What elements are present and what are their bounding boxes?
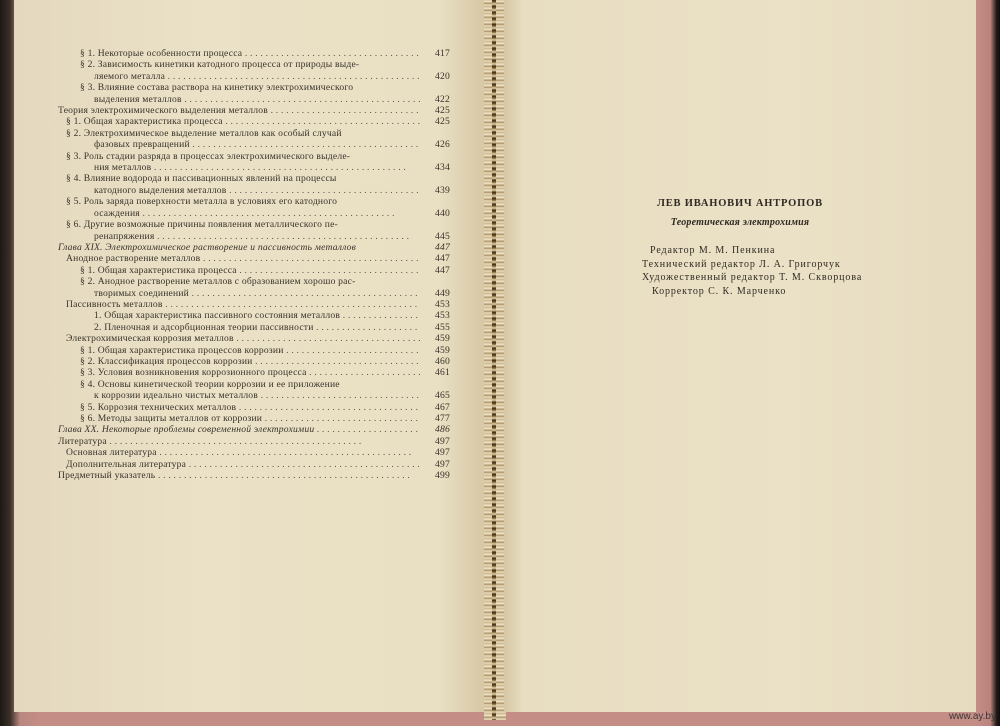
toc-entry-title: § 2. Зависимость кинетики катодного процесса от природы выде- [80, 59, 360, 71]
toc-entry-title: § 3. Условия возникновения коррозионного процесса . . . [58, 367, 420, 378]
toc-entry-page: 422 [435, 93, 450, 105]
toc-entry [58, 345, 450, 356]
toc-entry [58, 459, 450, 470]
credit-art-editor: Художественный редактор Т. М. Скворцова [642, 272, 863, 283]
toc-entry-title: Анодное растворение металлов . . . [58, 253, 420, 264]
toc-entry-title: § 2. Электрохимическое выделение металлов как особый случай [66, 127, 342, 139]
toc-entry [58, 242, 450, 253]
toc-entry-title: Литература . . . [58, 436, 420, 447]
toc-entry-title: § 6. Методы защиты металлов от коррозии . . . [58, 413, 420, 424]
toc-entry [58, 379, 450, 390]
toc-entry-title: ляемого металла . . . [58, 71, 420, 82]
toc-entry [58, 162, 450, 173]
toc-entry-title: Предметный указатель . . . [58, 470, 420, 481]
toc-entry [58, 94, 450, 105]
toc-entry [58, 413, 450, 424]
toc-entry-title: Электрохимическая коррозия металлов . . . [58, 333, 420, 344]
credit-editor: Редактор М. М. Пенкина [650, 245, 776, 256]
toc-entry [58, 139, 450, 150]
toc-entry-title: § 5. Коррозия технических металлов . . . [58, 402, 420, 413]
right-page [504, 0, 976, 712]
author-name: ЛЕВ ИВАНОВИЧ АНТРОПОВ [657, 198, 823, 209]
toc-entry-page: 455 [435, 321, 450, 333]
toc-entry-page: 497 [435, 447, 450, 459]
book-title: Теоретическая электрохимия [670, 217, 810, 228]
toc-entry-title: § 1. Общая характеристика процессов коррозии . . . [58, 345, 420, 356]
toc-entry-title: § 2. Анодное растворение металлов с образованием хорошо рас- [80, 276, 356, 288]
toc-entry-title: § 4. Основы кинетической теории коррозии и ее приложение [80, 378, 340, 390]
toc-entry-title: Дополнительная литература . . . [58, 459, 420, 470]
toc-entry [58, 48, 450, 59]
toc-entry [58, 116, 450, 127]
toc-entry-page: 453 [435, 310, 450, 322]
toc-entry-title: § 3. Влияние состава раствора на кинетику электрохимического [80, 82, 354, 94]
toc-entry [58, 310, 450, 321]
toc-entry [58, 322, 450, 333]
toc-entry [58, 71, 450, 82]
toc-entry-title: осаждения . . . [58, 208, 420, 219]
toc-entry-page: 449 [435, 287, 450, 299]
toc-entry [58, 424, 450, 435]
toc-entry-page: 447 [435, 241, 450, 253]
toc-entry-title: 2. Пленочная и адсорбционная теории пассивности . . . [58, 322, 420, 333]
toc-entry-page: 445 [435, 230, 450, 242]
toc-entry [58, 390, 450, 401]
table-of-contents [58, 48, 450, 481]
toc-entry-page: 497 [435, 458, 450, 470]
toc-entry [58, 265, 450, 276]
toc-entry-page: 426 [435, 139, 450, 151]
toc-entry-title: § 2. Классификация процессов коррозии . . . [58, 356, 420, 367]
toc-entry [58, 219, 450, 230]
toc-entry-title: 1. Общая характеристика пассивного состояния металлов . . . [58, 310, 420, 321]
toc-entry-page: 461 [435, 367, 450, 379]
toc-entry-page: 499 [435, 470, 450, 482]
credit-tech-editor: Технический редактор Л. А. Григорчук [642, 258, 841, 270]
toc-entry-title: ренапряжения . . . [58, 231, 420, 242]
toc-entry [58, 402, 450, 413]
toc-entry-page: 447 [435, 253, 450, 265]
toc-entry [58, 151, 450, 162]
toc-entry-title: § 1. Общая характеристика процесса . . . [58, 265, 420, 276]
toc-entry-page: 467 [435, 401, 450, 413]
toc-entry-title: творимых соединений . . . [58, 288, 420, 299]
toc-entry [58, 196, 450, 207]
toc-entry-page: 477 [435, 413, 450, 424]
toc-entry-page: 420 [435, 70, 450, 82]
toc-entry-page: 425 [435, 105, 450, 117]
credit-proofreader: Корректор С. К. Марченко [652, 285, 787, 297]
toc-entry-title: § 1. Общая характеристика процесса . . . [58, 116, 420, 127]
toc-entry-page: 460 [435, 355, 450, 367]
toc-entry [58, 470, 450, 481]
spine-stitching [492, 0, 496, 720]
toc-entry-title: § 4. Влияние водорода и пассивационных явлений на процессы [66, 173, 337, 185]
toc-entry-title: Глава XIX. Электрохимическое растворение и пассивность металлов [58, 241, 356, 253]
toc-entry [58, 356, 450, 367]
toc-entry-page: 486 [435, 424, 450, 436]
toc-entry-page: 453 [435, 298, 450, 310]
toc-entry-title: катодного выделения металлов . . . [58, 185, 420, 196]
toc-entry-page: 440 [435, 207, 450, 219]
toc-entry-title: Основная литература . . . [58, 447, 420, 458]
toc-entry-page: 417 [435, 48, 450, 59]
toc-entry [58, 333, 450, 344]
toc-entry [58, 231, 450, 242]
toc-entry-title: § 5. Роль заряда поверхности металла в условиях его катодного [66, 196, 338, 208]
toc-entry [58, 128, 450, 139]
toc-entry-page: 497 [435, 435, 450, 447]
toc-entry-page: 465 [435, 390, 450, 402]
toc-entry [58, 276, 450, 287]
toc-entry-title: выделения металлов . . . [58, 94, 420, 105]
toc-entry-title: ния металлов . . . [58, 162, 420, 173]
toc-entry-page: 459 [435, 333, 450, 345]
toc-entry-page: 459 [435, 344, 450, 356]
toc-entry-title: § 6. Другие возможные причины появления металлического пе- [66, 219, 338, 231]
toc-entry [58, 367, 450, 378]
toc-entry [58, 173, 450, 184]
toc-entry-title: § 1. Некоторые особенности процесса . . . [58, 48, 420, 59]
toc-entry [58, 299, 450, 310]
imprint-block [504, 198, 976, 298]
cover-right-edge [976, 0, 1000, 726]
toc-entry-page: 425 [435, 116, 450, 128]
toc-entry-title: фазовых превращений . . . [58, 139, 420, 150]
toc-entry [58, 59, 450, 70]
toc-entry-title: Глава XX. Некоторые проблемы современной электрохимии . . . [58, 424, 420, 435]
toc-entry [58, 208, 450, 219]
toc-entry [58, 288, 450, 299]
watermark: www.ay.by [948, 711, 996, 722]
toc-entry-page: 439 [435, 184, 450, 196]
toc-entry [58, 82, 450, 93]
toc-entry-title: Теория электрохимического выделения металлов . . . [58, 105, 420, 116]
toc-entry-title: к коррозии идеально чистых металлов . . . [58, 390, 420, 401]
toc-entry-title: Пассивность металлов . . . [58, 299, 420, 310]
toc-entry-page: 447 [435, 264, 450, 276]
toc-entry [58, 447, 450, 458]
toc-entry-title: § 3. Роль стадии разряда в процессах электрохимического выделе- [66, 150, 351, 162]
toc-entry-page: 434 [435, 162, 450, 174]
credits-list [504, 244, 976, 298]
toc-entry [58, 436, 450, 447]
toc-entry [58, 253, 450, 264]
toc-entry [58, 105, 450, 116]
toc-entry [58, 185, 450, 196]
